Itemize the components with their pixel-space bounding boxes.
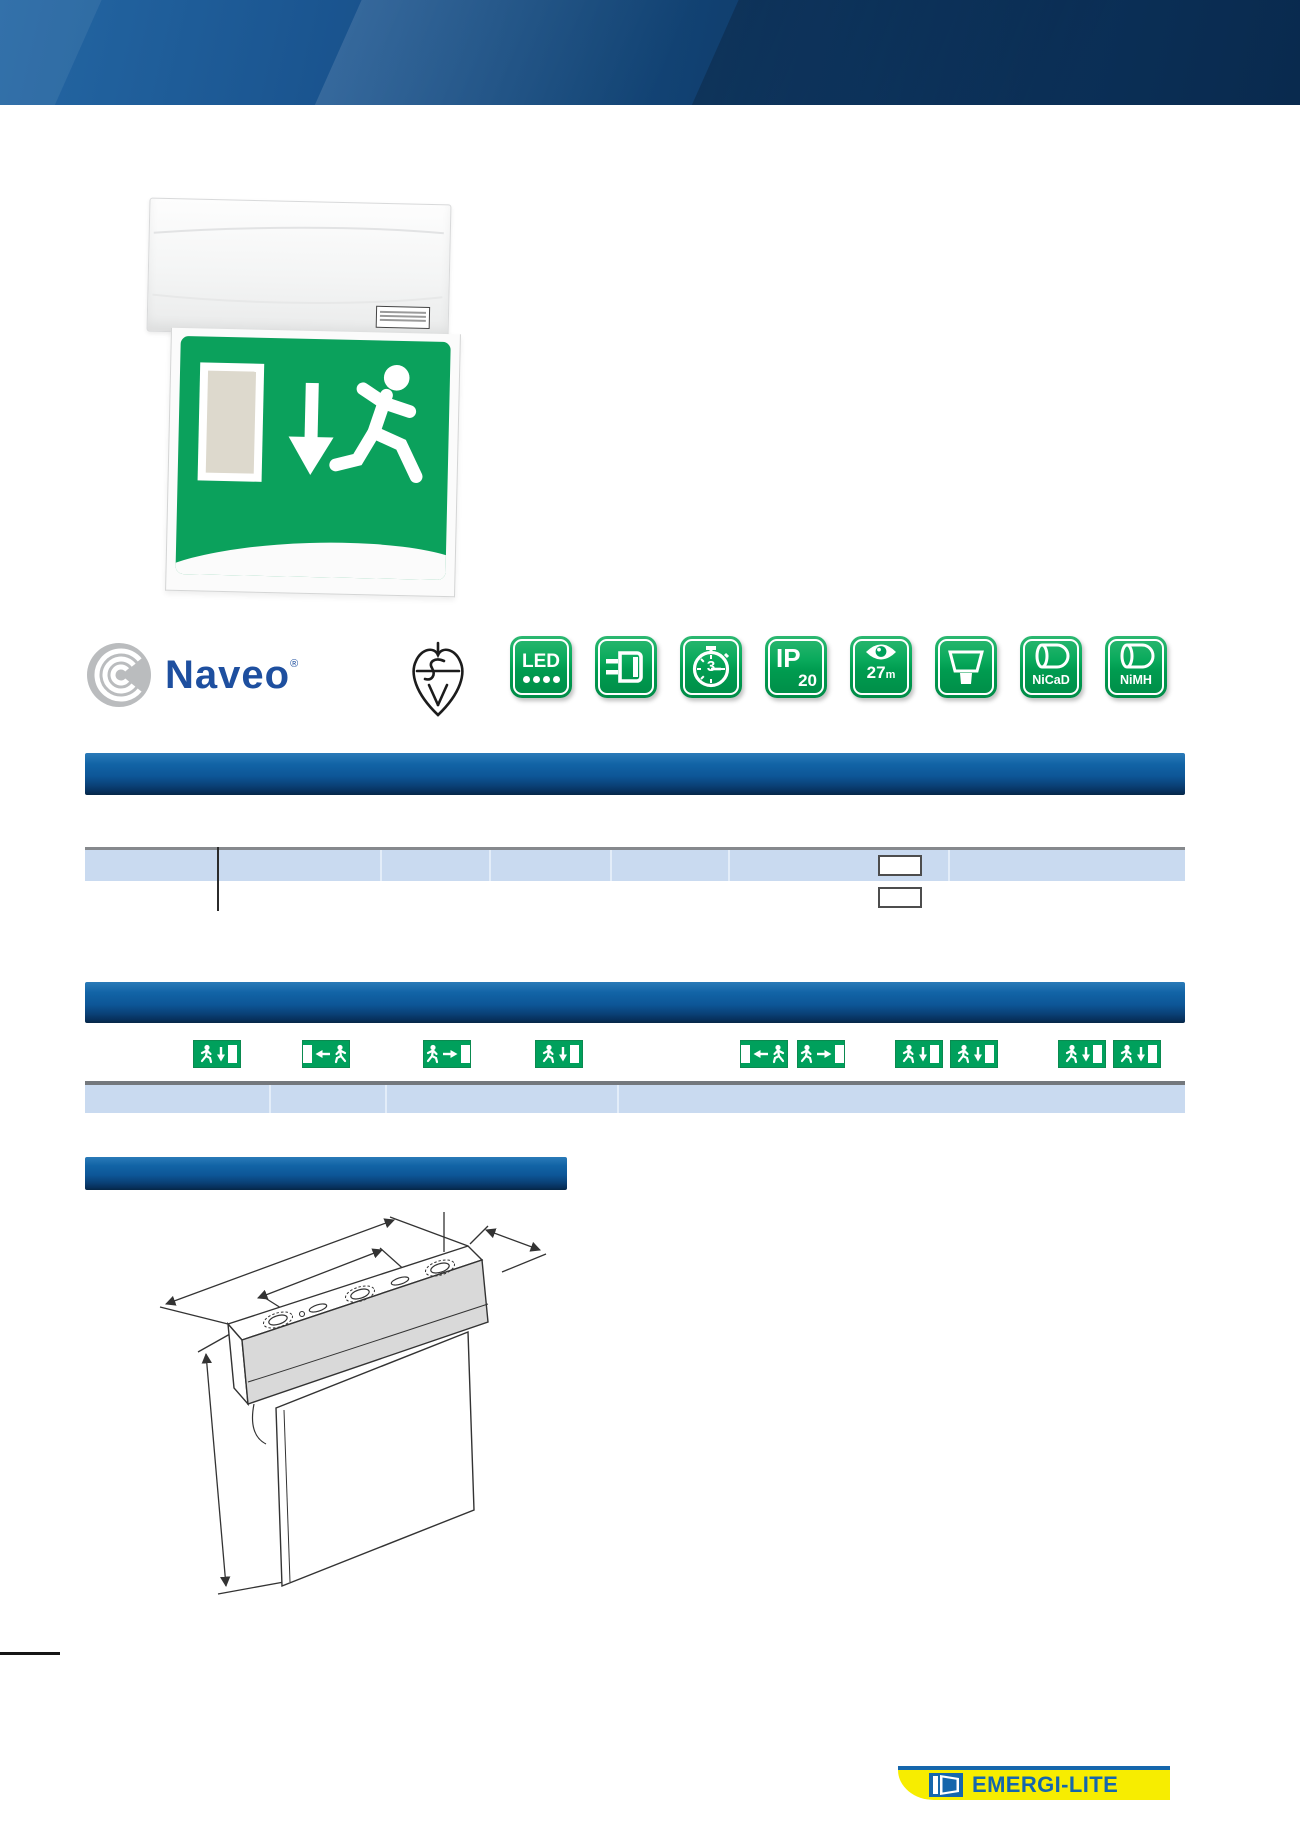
led-dots [523, 676, 560, 683]
spec-label [376, 306, 430, 329]
exit-pictogram-right [797, 1040, 845, 1068]
door-icon [928, 1772, 964, 1798]
column-divider [385, 1085, 387, 1113]
nicad-battery-icon [1020, 636, 1082, 698]
order-checkbox[interactable] [878, 855, 922, 876]
exit-pictogram-down [950, 1040, 998, 1068]
nicad-label: NiCaD [1032, 673, 1070, 687]
exit-pictogram-down [535, 1040, 583, 1068]
column-divider [617, 1085, 619, 1113]
exit-pictogram-left [740, 1040, 788, 1068]
section-header-bar-2 [85, 982, 1185, 1023]
banner-highlight [0, 0, 115, 105]
distance-value: 27 [866, 663, 886, 682]
battery-cell-icon [1116, 640, 1156, 672]
exit-pictogram-left [302, 1040, 350, 1068]
product-name: Naveo [165, 652, 291, 697]
exit-pictogram-down [895, 1040, 943, 1068]
led-label: LED [522, 650, 560, 672]
registered-mark: ® [290, 658, 299, 671]
exit-pictogram-down [193, 1040, 241, 1068]
order-checkbox[interactable] [878, 887, 922, 908]
distance-unit: m [885, 669, 896, 681]
ip20-icon [765, 636, 827, 698]
banner-shadow [678, 0, 1143, 105]
header-banner [0, 0, 1300, 105]
luminaire-icon [935, 636, 997, 698]
sign-blade [165, 328, 461, 598]
order-table [85, 847, 1185, 911]
naveo-wordmark [165, 653, 298, 698]
section-header-bar-1 [85, 753, 1185, 795]
led-icon [510, 636, 572, 698]
viewing-distance-icon [850, 636, 912, 698]
exit-pictogram-down [1113, 1040, 1161, 1068]
duration-hours: 3 [706, 658, 716, 675]
duration-3h-icon [680, 636, 742, 698]
product-photo [130, 195, 460, 600]
battery-cell-icon [1031, 640, 1071, 672]
mains-plug-icon [595, 636, 657, 698]
table-row [85, 850, 1185, 881]
column-divider [728, 850, 730, 881]
table-row [85, 881, 1185, 911]
table-row [85, 1085, 1185, 1113]
page-margin-mark [0, 1652, 60, 1655]
legend-table [85, 1035, 1185, 1113]
column-divider [489, 850, 491, 881]
nimh-battery-icon [1105, 636, 1167, 698]
emergi-lite-logo [898, 1766, 1170, 1800]
column-divider [610, 850, 612, 881]
exit-legend [175, 336, 450, 580]
blade-curve [175, 538, 450, 580]
dimensions-drawing [150, 1212, 550, 1632]
column-divider [269, 1085, 271, 1113]
column-divider-dark [217, 847, 219, 911]
unit-outline [228, 1246, 488, 1586]
luminaire-housing [147, 198, 452, 339]
section-header-bar-3 [85, 1157, 567, 1190]
ip-rating: 20 [798, 671, 817, 690]
naveo-logo [85, 640, 298, 710]
exit-pictogram-right [423, 1040, 471, 1068]
column-divider [948, 850, 950, 881]
eye-icon [864, 641, 898, 663]
door-symbol [198, 362, 265, 481]
column-divider [380, 850, 382, 881]
exit-pictogram-down [1058, 1040, 1106, 1068]
naveo-swirl-icon [85, 641, 153, 709]
banner-highlight [301, 0, 714, 105]
ip-prefix: IP [776, 643, 801, 673]
bsi-kitemark-icon [405, 633, 471, 721]
running-man-symbol [321, 355, 442, 508]
nimh-label: NiMH [1120, 673, 1152, 687]
brand-wordmark: EMERGI-LITE [972, 1772, 1119, 1797]
